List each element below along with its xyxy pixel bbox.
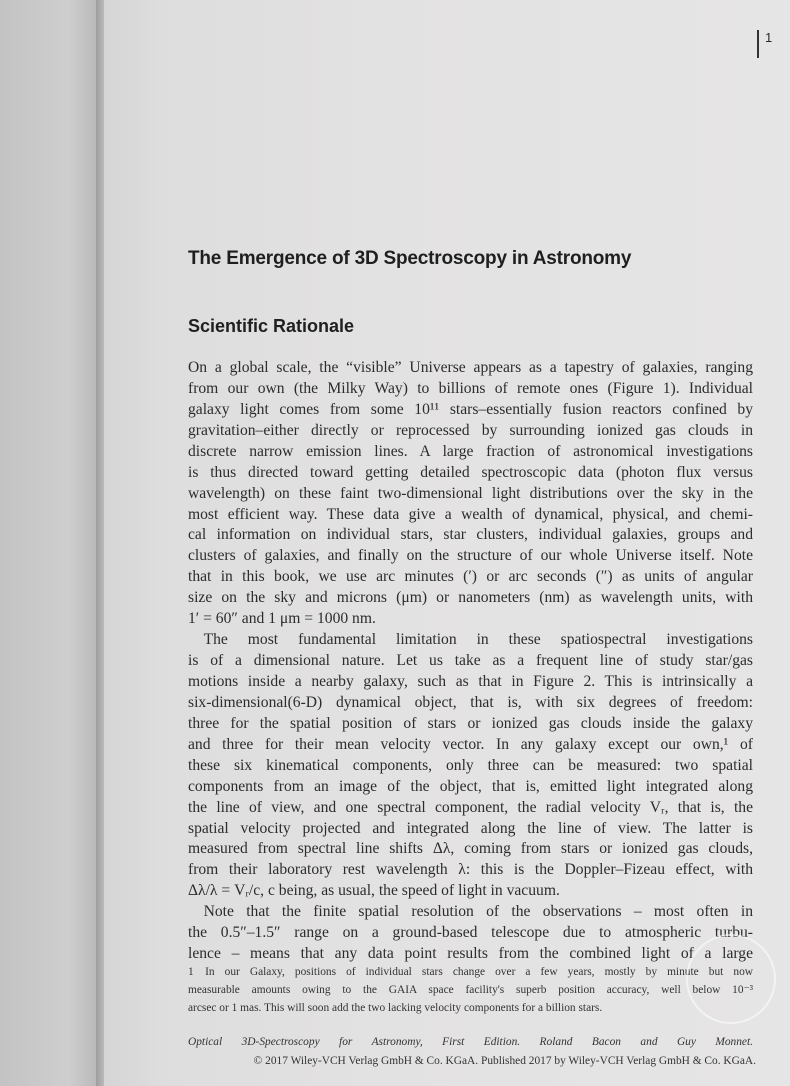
body-line: On a global scale, the “visible” Universe appears as a tapestry of galaxies, ranging	[188, 359, 753, 376]
body-line: lence – means that any data point results from the combined light of a large	[188, 945, 753, 962]
body-line: cal information on individual stars, star clusters, individual galaxies, groups and	[188, 526, 753, 544]
body-line: measured from spectral line shifts Δλ, coming from stars or ionized gas clouds,	[188, 840, 753, 858]
body-line: wavelength) on these faint two-dimensional light distributions over the sky in the	[188, 484, 753, 502]
body-line: most efficient way. These data give a wealth of dynamical, physical, and chemi-	[188, 505, 753, 523]
body-line: galaxy light comes from some 10¹¹ stars–essentially fusion reactors confined by	[188, 400, 753, 418]
publisher-copyright-line: © 2017 Wiley-VCH Verlag GmbH & Co. KGaA. Published 2017 by Wiley-VCH Verlag GmbH & Co. KGaA.	[253, 1055, 756, 1067]
body-line: 1′ = 60″ and 1 μm = 1000 nm.	[188, 610, 376, 628]
section-title: Scientific Rationale	[188, 316, 355, 336]
body-line: three for the spatial position of stars or ionized gas clouds inside the galaxy	[188, 714, 753, 732]
body-line: Δλ/λ = Vᵣ/c, c being, as usual, the speed of light in vacuum.	[188, 882, 560, 900]
body-line: these six kinematical components, only three can be measured: two spatial	[188, 756, 753, 774]
body-line: Note that the finite spatial resolution of the observations – most often in	[188, 903, 753, 921]
body-line: gravitation–either directly or reprocessed by surrounding ionized gas clouds in	[188, 421, 753, 439]
body-line: is of a dimensional nature. Let us take as a frequent line of study star/gas	[188, 652, 753, 669]
previous-page-edge	[0, 0, 98, 1086]
body-line: spatial velocity projected and integrated along the line of view. The latter is	[188, 819, 753, 837]
footnote-line: 1 In our Galaxy, positions of individual stars change over a few years, mostly by minute but now	[188, 966, 753, 978]
body-line: The most fundamental limitation in these spatiospectral investigations	[188, 631, 753, 649]
footnote-line: measurable amounts owing to the GAIA space facility's superb position accuracy, well below 10⁻³	[188, 984, 753, 996]
body-line: the line of view, and one spectral component, the radial velocity Vᵣ, that is, the	[188, 798, 753, 816]
body-line: clusters of galaxies, and finally on the structure of our whole Universe itself. Note	[188, 547, 753, 565]
body-line: six-dimensional(6-D) dynamical object, that is, with six degrees of freedom:	[188, 693, 753, 711]
body-line: components from an image of the object, that is, emitted light integrated along	[188, 777, 753, 795]
body-line: size on the sky and microns (μm) or nanometers (nm) as wavelength units, with	[188, 589, 753, 607]
body-line: from our own (the Milky Way) to billions of remote ones (Figure 1). Individual	[188, 379, 753, 397]
publisher-title-line: Optical 3D-Spectroscopy for Astronomy, First Edition. Roland Bacon and Guy Monnet.	[188, 1036, 753, 1048]
body-line: is thus directed toward getting detailed spectroscopic data (photon flux versus	[188, 463, 753, 481]
body-line: discrete narrow emission lines. A large fraction of astronomical investigations	[188, 442, 753, 460]
body-line: and three for their mean velocity vector. In any galaxy except our own,¹ of	[188, 735, 753, 753]
body-line: motions inside a nearby galaxy, such as that in Figure 2. This is intrinsically a	[188, 673, 753, 690]
body-line: from their laboratory rest wavelength λ: this is the Doppler–Fizeau effect, with	[188, 861, 753, 879]
page-number: 1	[757, 30, 772, 58]
footnote-line: arcsec or 1 mas. This will soon add the two lacking velocity components for a billion stars.	[188, 1002, 603, 1014]
body-line: the 0.5″–1.5″ range on a ground-based telescope due to atmospheric turbu-	[188, 924, 753, 942]
chapter-title: The Emergence of 3D Spectroscopy in Astronomy	[188, 248, 632, 269]
body-line: that in this book, we use arc minutes (′) or arc seconds (″) as units of angular	[188, 568, 753, 586]
